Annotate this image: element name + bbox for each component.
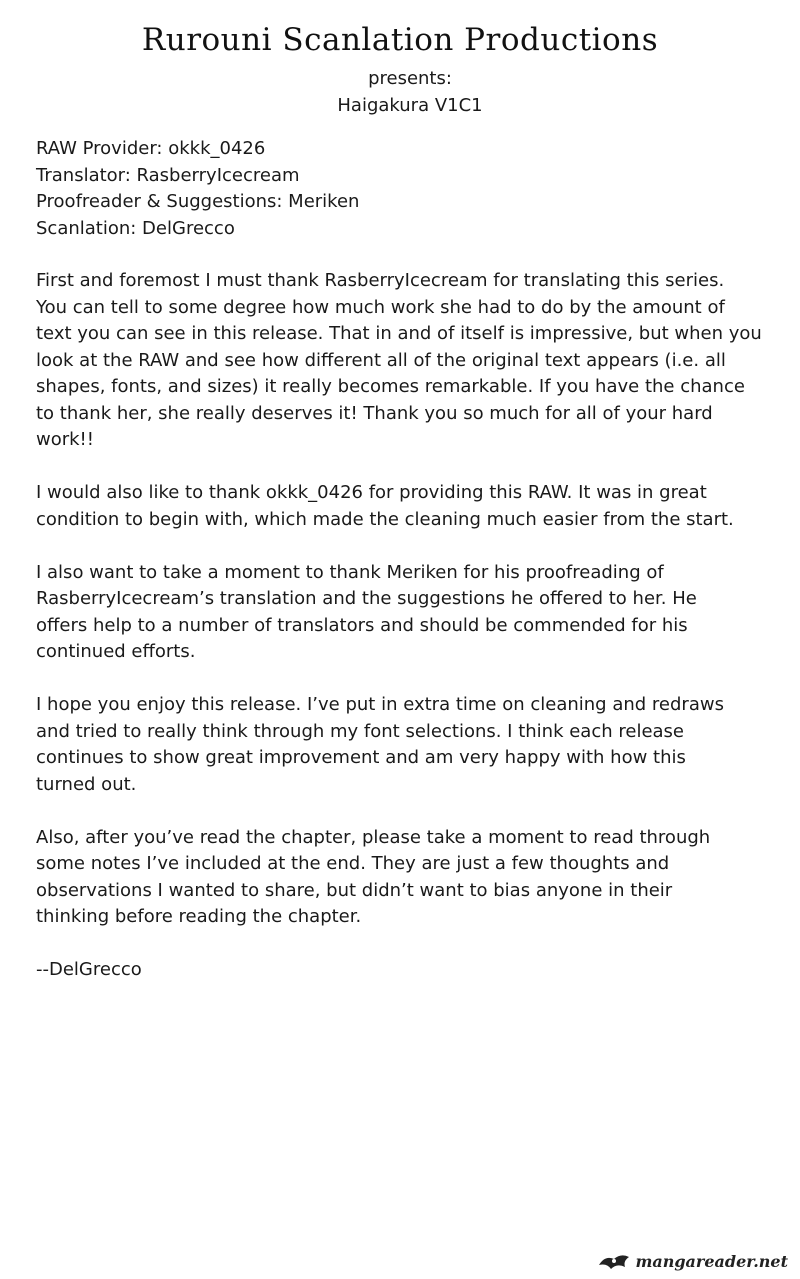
site-watermark [597, 1251, 788, 1271]
paragraph-end-notes: Also, after you’ve read the chapter, please take a moment to read through some notes I’ve included at the end. They are just a few thoughts and observations I wanted to share, but didn’t want to bias anyone in their thinking before reading the chapter. [36, 826, 711, 927]
credits-list [36, 136, 756, 242]
thanks-message [36, 268, 766, 984]
ninja-logo-icon [597, 1251, 631, 1271]
credit-scanlation: Scanlation: DelGrecco [36, 217, 235, 239]
page-title: Rurouni Scanlation Productions [141, 22, 659, 58]
chapter-label: Haigakura V1C1 [337, 95, 483, 116]
presents-label: presents: [368, 68, 452, 89]
signature: --DelGrecco [36, 959, 142, 980]
paragraph-release-notes: I hope you enjoy this release. I’ve put in extra time on cleaning and redraws and tried to really think through my font selections. I think each release continues to show great improvement and am very happy with how this turned out. [36, 694, 724, 795]
credit-proofreader: Proofreader & Suggestions: Meriken [36, 191, 360, 212]
watermark-text: mangareader.net [635, 1251, 788, 1271]
paragraph-raw-thanks: I would also like to thank okkk_0426 for providing this RAW. It was in great condition to begin with, which made the cleaning much easier from the start. [36, 482, 734, 530]
paragraph-translator-thanks: First and foremost I must thank RasberryIcecream for translating this series. You can tell to some degree how much work she had to do by the amount of text you can see in this release. That in and of itself is impressive, but when you look at the RAW and see how different all of the original text appears (i.e. all shapes, fonts, and sizes) it really becomes remarkable. If you have the chance to thank her, she really deserves it! Thank you so much for all of your hard work!! [36, 270, 762, 450]
paragraph-proofreader-thanks: I also want to take a moment to thank Meriken for his proofreading of RasberryIcecream’s translation and the suggestions he offered to her. He offers help to a number of translators and should be commended for his continued efforts. [36, 561, 697, 662]
credit-translator: Translator: RasberryIcecream [36, 164, 300, 186]
credit-raw-provider: RAW Provider: okkk_0426 [36, 138, 266, 159]
